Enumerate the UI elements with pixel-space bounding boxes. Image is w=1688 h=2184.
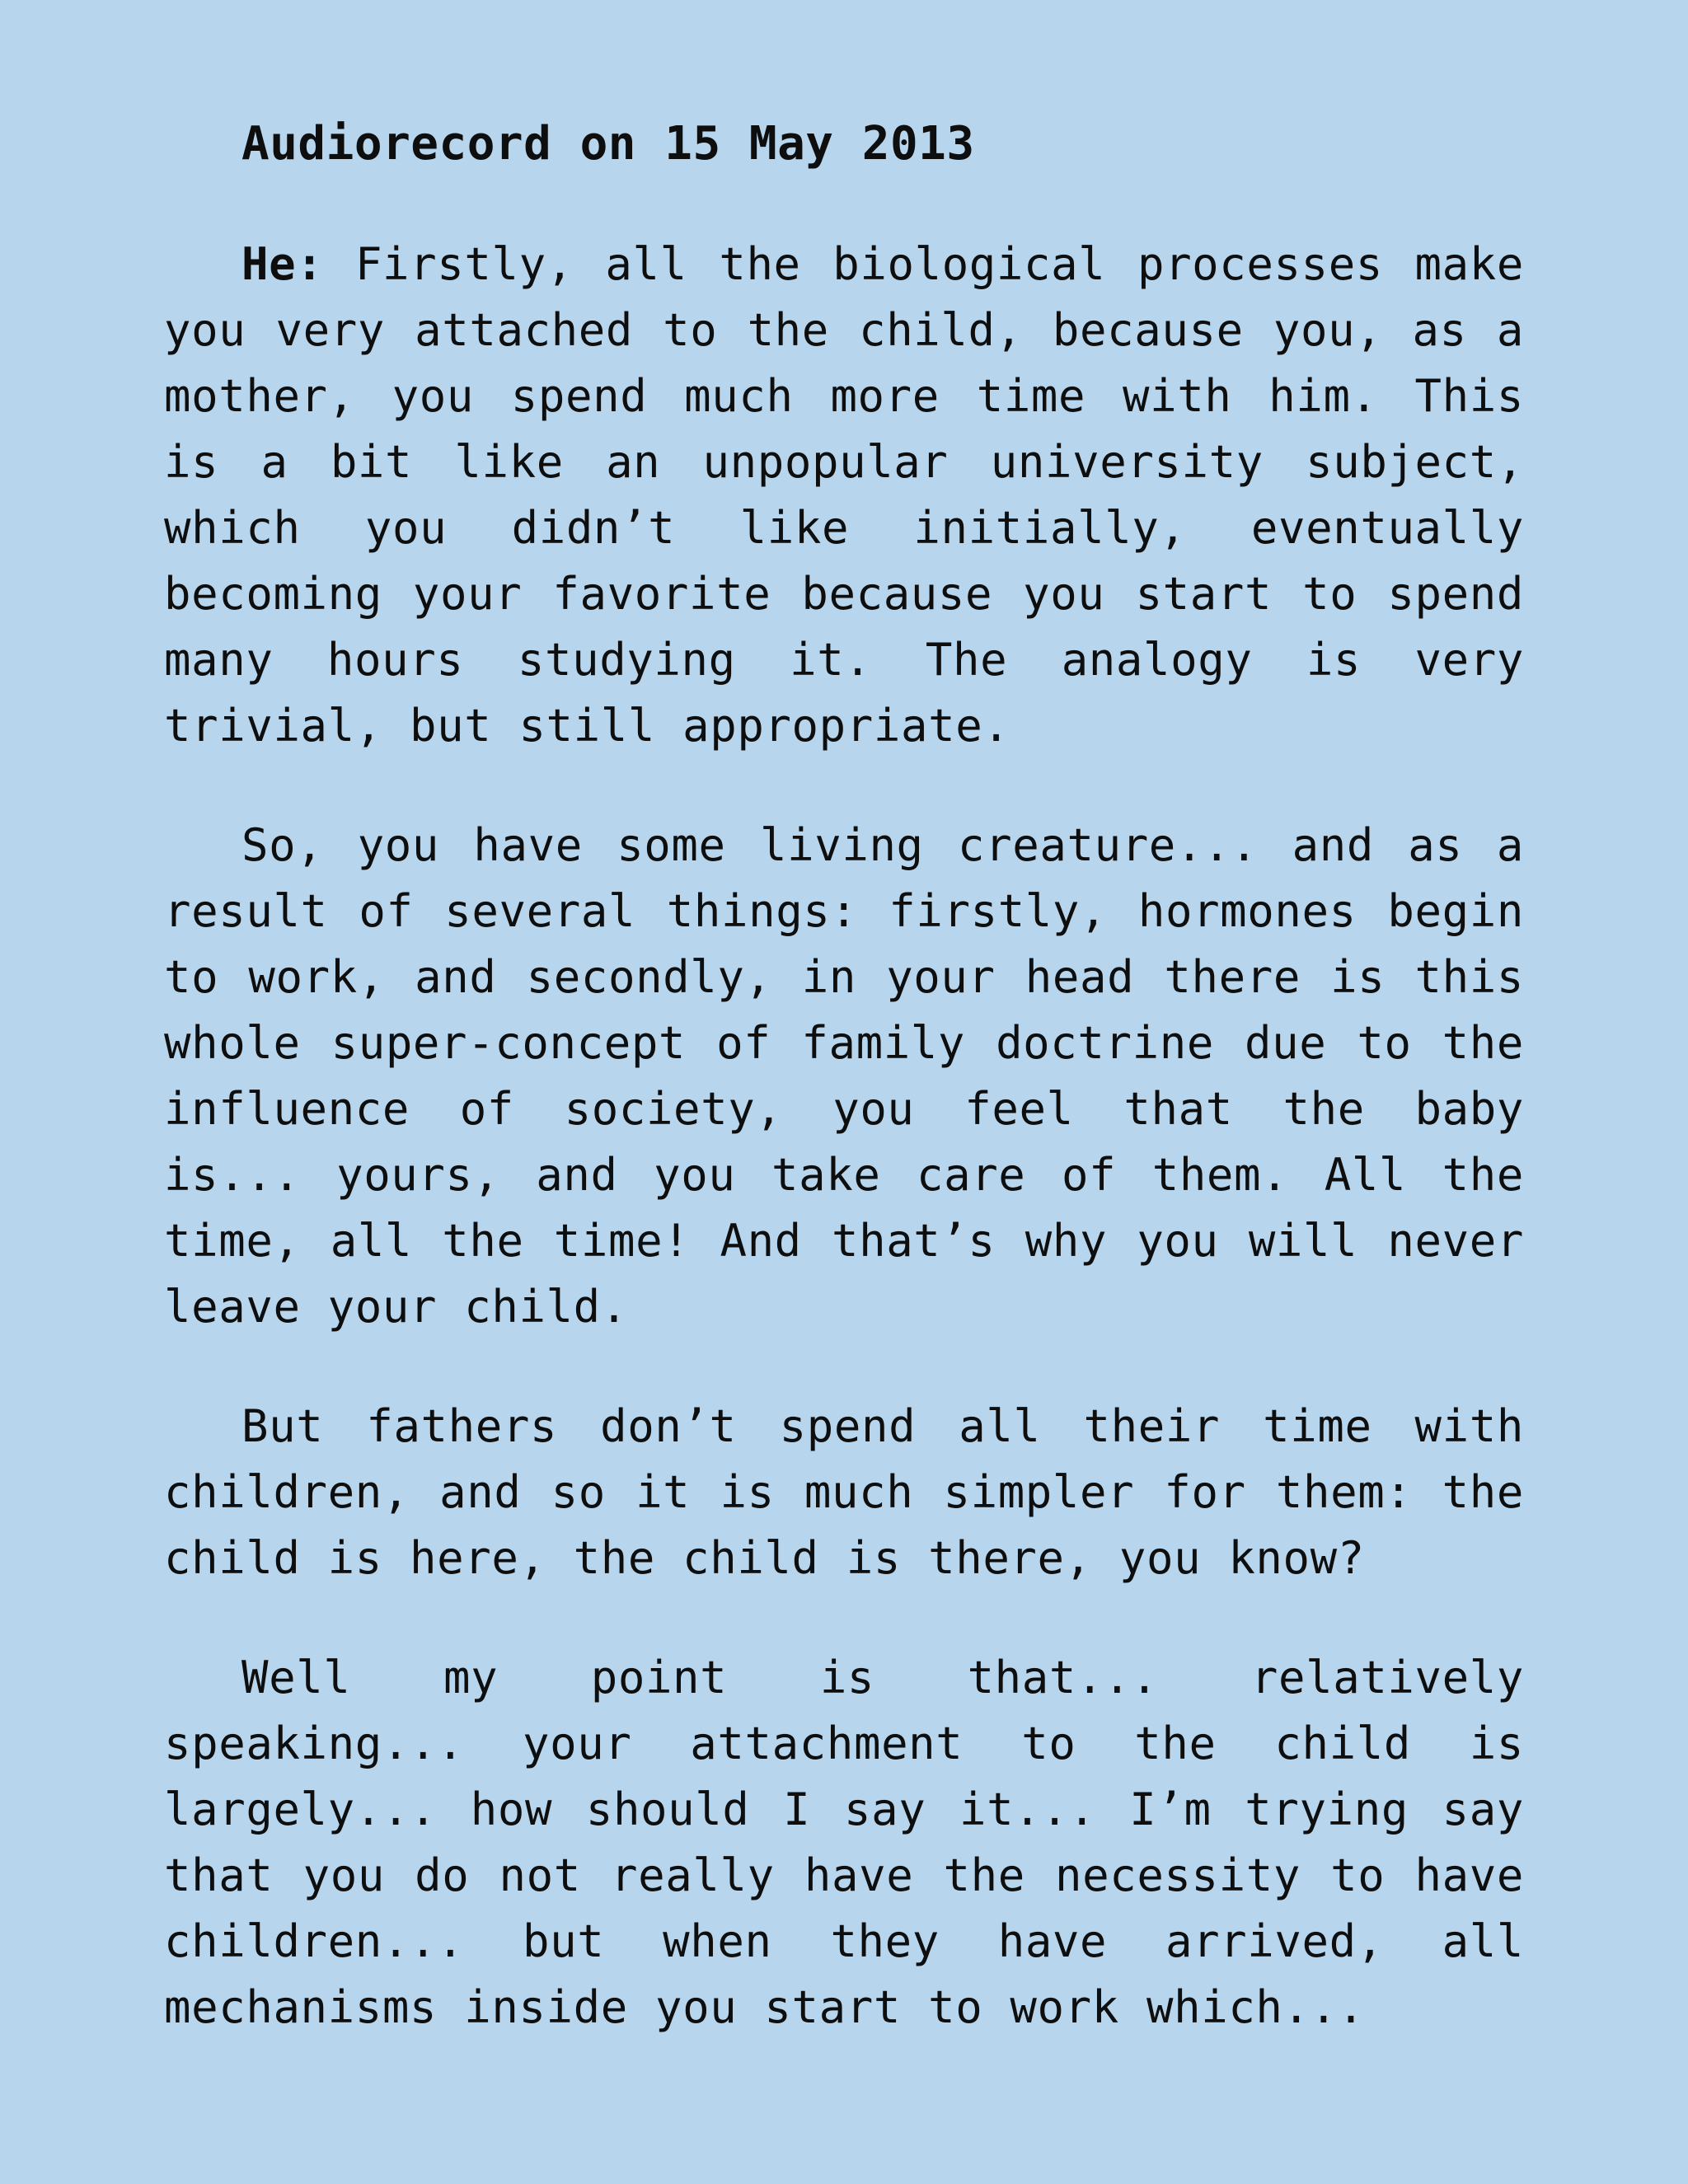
paragraph-1-text: Firstly, all the biological processes make you very attached to the child, because you, as a mother, you spend much more time with him. This is a bit like an unpopular university subject, which you didn’t like initially, eventually becoming your favorite because you start to spend many hours studying it. The analogy is very trivial, but still appropriate. xyxy=(164,238,1524,752)
paragraph-4: Well my point is that... relatively speaking... your attachment to the child is largely... how should I say it... I’m trying say that you do not really have the necessity to have children... but when they have arrived, all mechanisms inside you start to work which... xyxy=(164,1652,1524,2033)
paragraph-2: So, you have some living creature... and as a result of several things: firstly, hormones begin to work, and secondly, in your head there is this whole super-concept of family doctrine due to the influence of society, you feel that the baby is... yours, and you take care of them. All the time, all the time! And that’s why you will never leave your child. xyxy=(164,819,1524,1333)
paragraph-1 xyxy=(164,232,1524,759)
document-title: Audiorecord on 15 May 2013 xyxy=(241,117,975,171)
document-page xyxy=(164,111,1524,2094)
speaker-label: He: xyxy=(241,238,324,290)
paragraph-3: But fathers don’t spend all their time with children, and so it is much simpler for them: the child is here, the child is there, you know? xyxy=(164,1400,1524,1584)
